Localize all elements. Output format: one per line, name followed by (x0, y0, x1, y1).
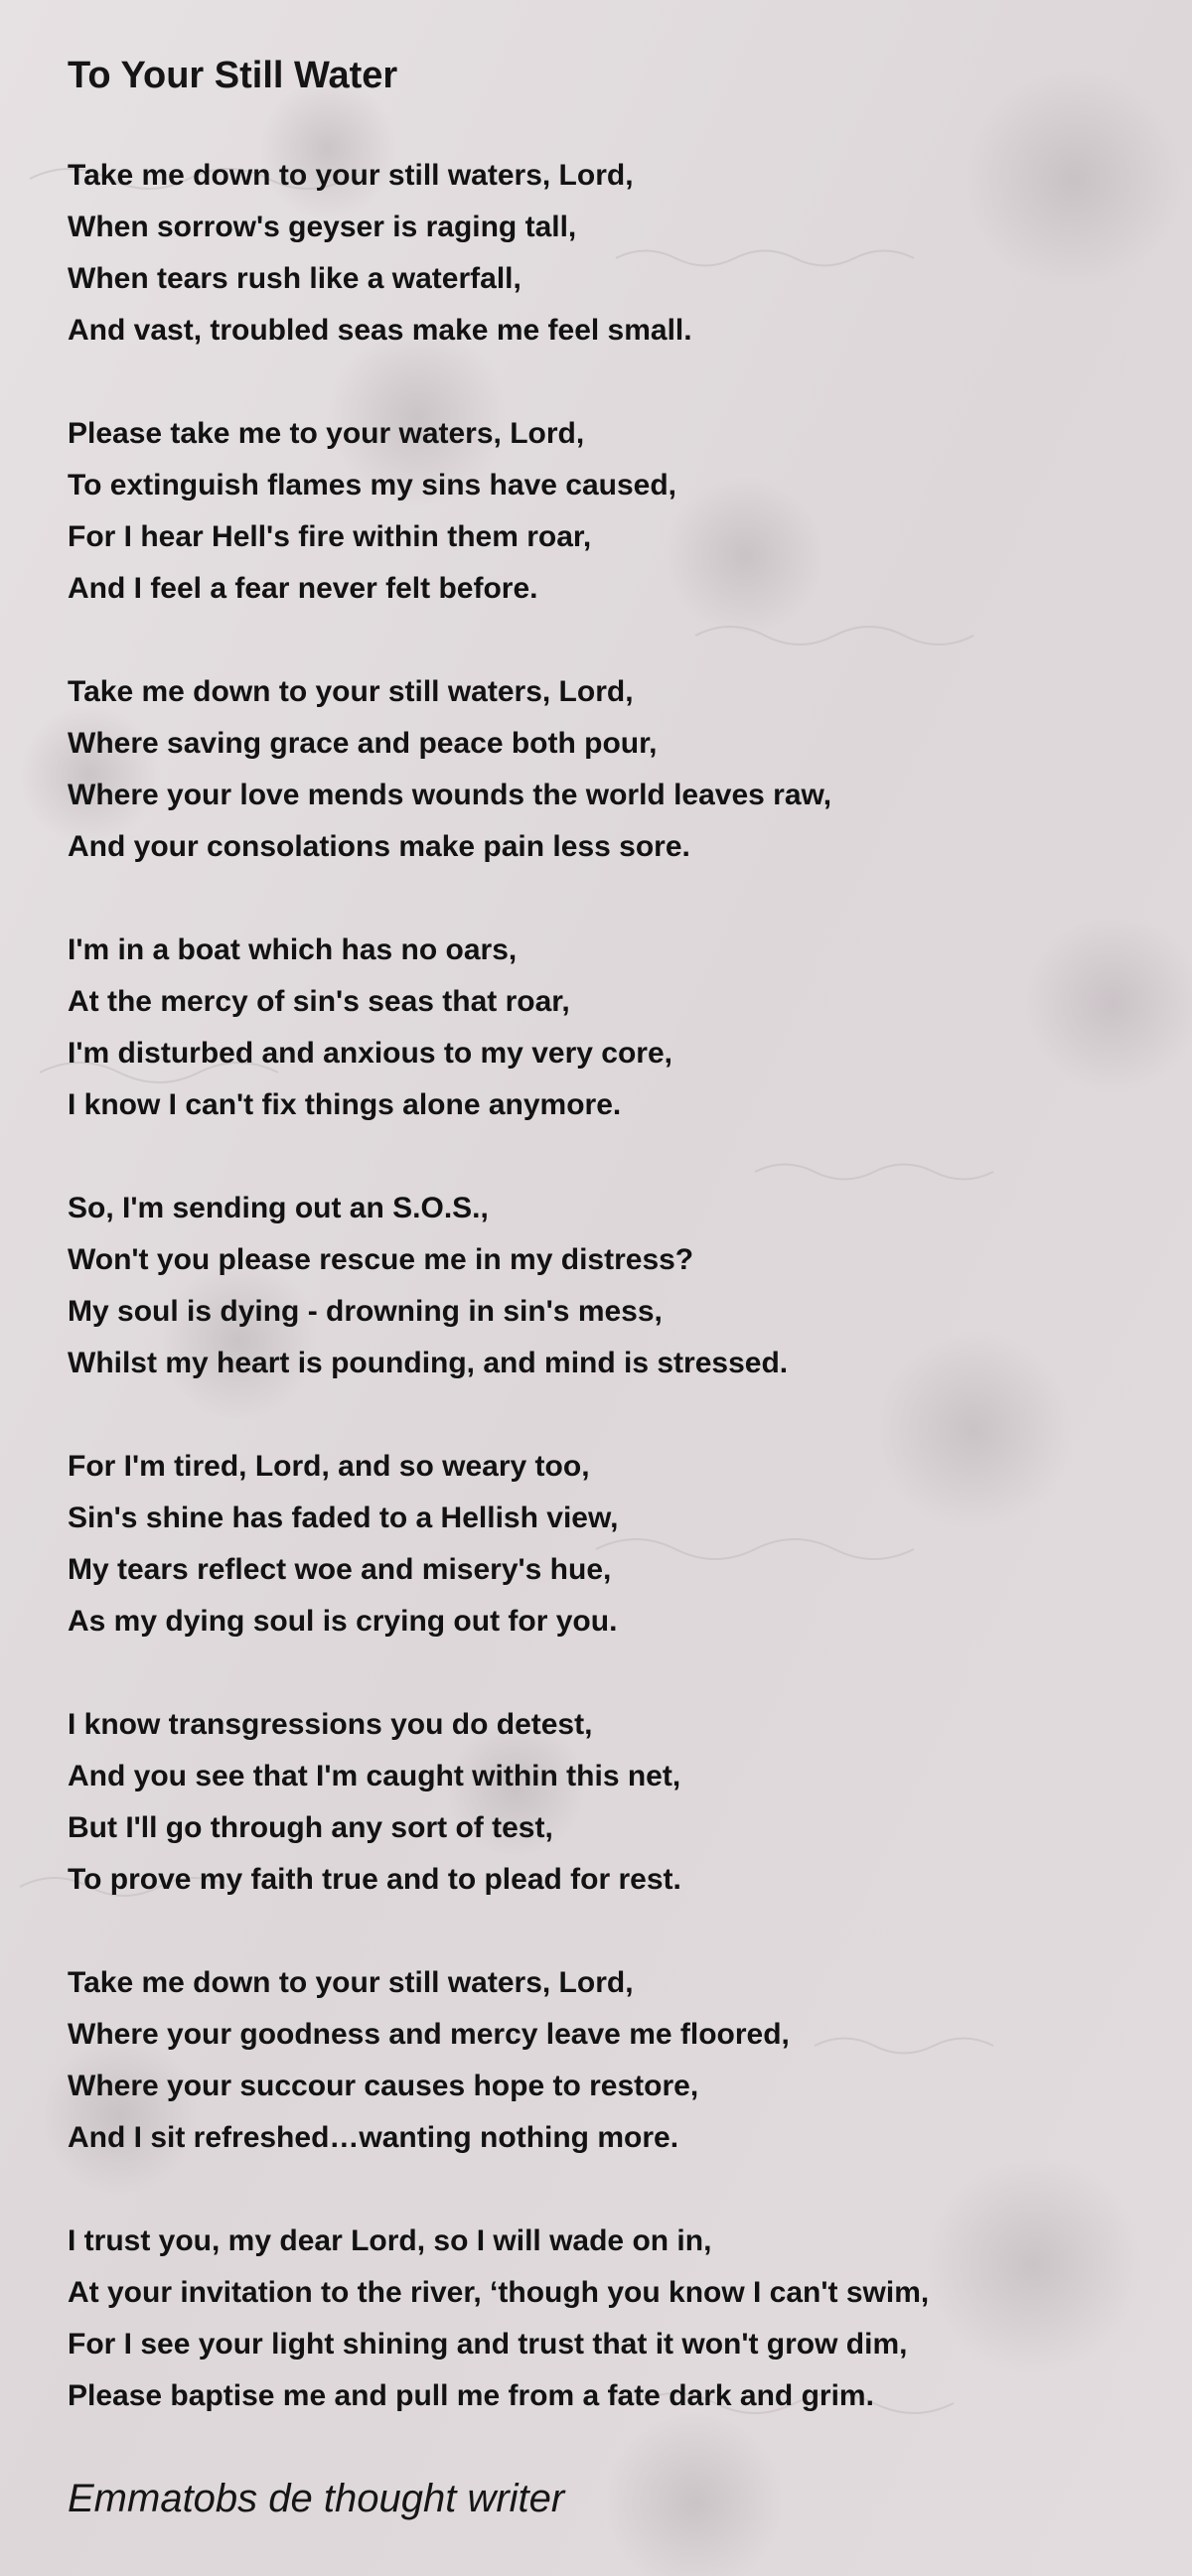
poem-line: Where saving grace and peace both pour, (68, 727, 658, 760)
poem-line: And I feel a fear never felt before. (68, 572, 538, 605)
poem-line: Where your love mends wounds the world leaves raw, (68, 779, 832, 811)
poem-line: As my dying soul is crying out for you. (68, 1605, 618, 1638)
poem-stanza (68, 1183, 1140, 1389)
poem-line: I know I can't fix things alone anymore. (68, 1088, 622, 1121)
poem-line: When tears rush like a waterfall, (68, 262, 522, 295)
poem-line: So, I'm sending out an S.O.S., (68, 1192, 489, 1224)
poem-line: I trust you, my dear Lord, so I will wade on in, (68, 2224, 712, 2257)
poem-line: For I hear Hell's fire within them roar, (68, 520, 592, 553)
poem-body (68, 150, 1140, 2422)
poem-line: Whilst my heart is pounding, and mind is stressed. (68, 1347, 789, 1379)
poem-line: Sin's shine has faded to a Hellish view, (68, 1502, 619, 1534)
poem-line: I'm disturbed and anxious to my very core, (68, 1037, 672, 1070)
poem-line: To prove my faith true and to plead for rest. (68, 1863, 681, 1896)
poem-line: And your consolations make pain less sore. (68, 830, 690, 863)
poem-stanza (68, 2216, 1140, 2422)
poem-line: For I see your light shining and trust that it won't grow dim, (68, 2328, 908, 2361)
poem-line: I'm in a boat which has no oars, (68, 933, 518, 966)
poem-line: For I'm tired, Lord, and so weary too, (68, 1450, 590, 1483)
poem-line: Where your goodness and mercy leave me floored, (68, 2018, 790, 2051)
poem-line: When sorrow's geyser is raging tall, (68, 211, 577, 243)
poem-line: My tears reflect woe and misery's hue, (68, 1553, 612, 1586)
poem-line: I know transgressions you do detest, (68, 1708, 593, 1741)
poem-stanza (68, 925, 1140, 1131)
poem-stanza (68, 408, 1140, 615)
poem-line: Please baptise me and pull me from a fate dark and grim. (68, 2379, 874, 2412)
poem-line: Please take me to your waters, Lord, (68, 417, 585, 450)
poem-line: My soul is dying - drowning in sin's mess, (68, 1295, 663, 1328)
poem-line: Won't you please rescue me in my distress? (68, 1243, 694, 1276)
poem-line: And you see that I'm caught within this net, (68, 1760, 681, 1792)
poem-line: Take me down to your still waters, Lord, (68, 1966, 634, 1999)
poem-line: Take me down to your still waters, Lord, (68, 675, 634, 708)
poem-title: To Your Still Water (68, 55, 398, 96)
poem-stanza (68, 150, 1140, 357)
poem-stanza (68, 1441, 1140, 1647)
poem-line: And I sit refreshed…wanting nothing more. (68, 2121, 679, 2154)
poem-content (68, 0, 1140, 2523)
poem-line: At the mercy of sin's seas that roar, (68, 985, 570, 1018)
poem-line: And vast, troubled seas make me feel small. (68, 314, 692, 347)
poem-line: But I'll go through any sort of test, (68, 1811, 553, 1844)
poem-line: To extinguish flames my sins have caused, (68, 469, 676, 501)
poem-stanza (68, 1699, 1140, 1906)
poem-author: Emmatobs de thought writer (68, 2477, 565, 2520)
poem-line: At your invitation to the river, ‘though you know I can't swim, (68, 2276, 930, 2309)
poem-stanza (68, 1957, 1140, 2164)
poem-stanza (68, 666, 1140, 873)
poem-line: Take me down to your still waters, Lord, (68, 159, 634, 192)
poem-line: Where your succour causes hope to restore, (68, 2070, 699, 2102)
